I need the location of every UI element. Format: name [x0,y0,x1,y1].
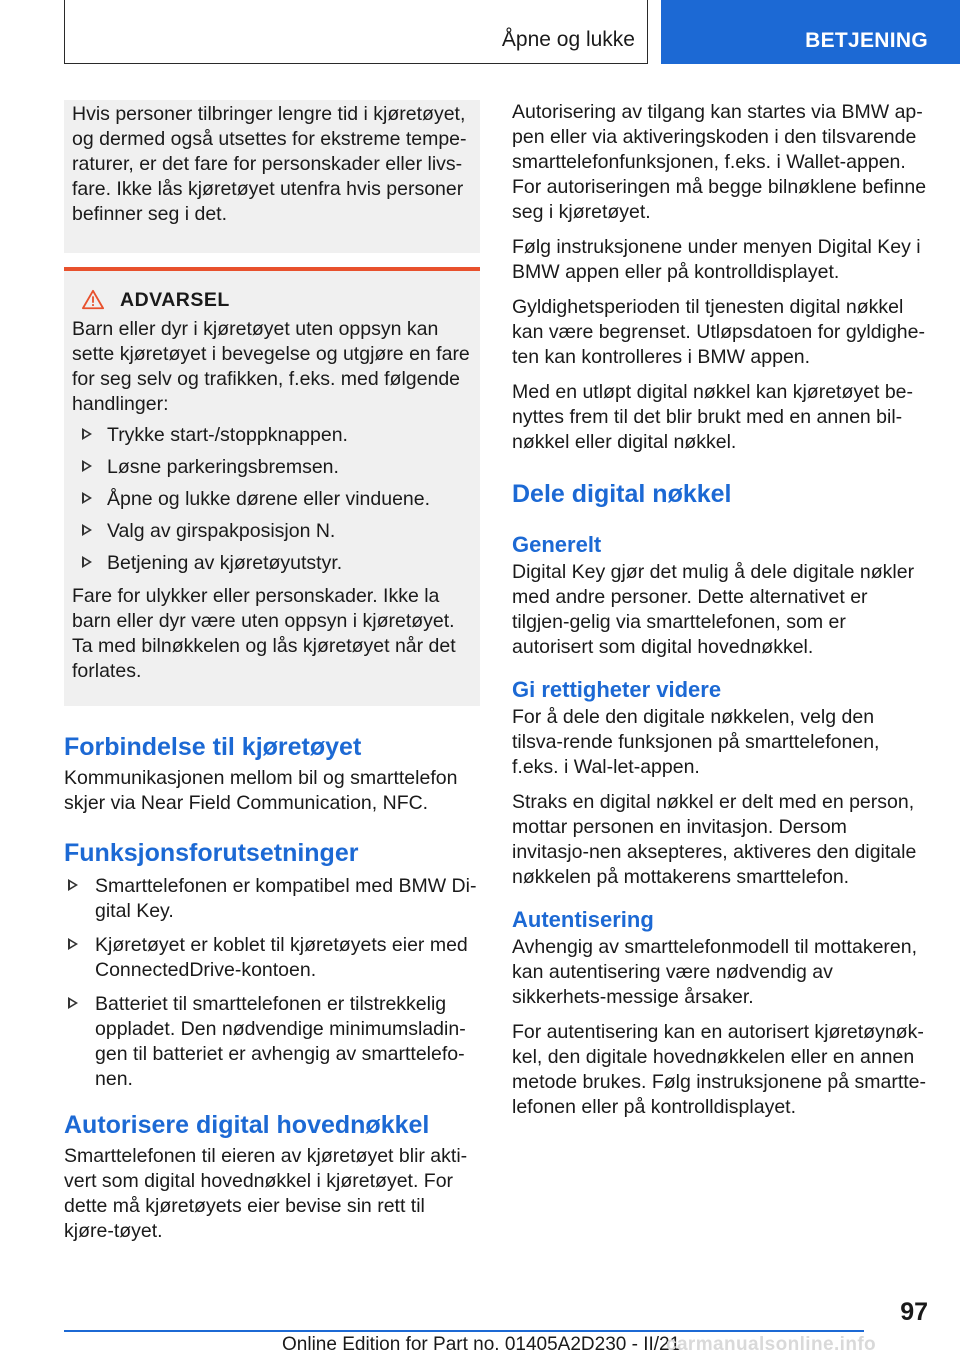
section-title: Åpne og lukke [501,28,635,51]
rights-text-1: For å dele den digitale nøkkelen, velg den tilsva-rende funksjonen på smarttelefonen, f.eks. i Wal-let-appen. [512,706,880,778]
authorize-text: Smarttelefonen til eieren av kjøretøyet blir akti-vert som digital hovednøkkel i kjøretøyet. For dette må kjøretøyets eier bevise sin rett til kjøre-tøyet. [64,1145,468,1242]
heading-rights: Gi rettigheter videre [512,677,722,702]
paragraph: Følg instruksjonene under menyen Digital Key i BMW appen eller på kontrolldisplayet. [512,236,921,283]
bullet-arrow-icon [82,524,92,536]
right-column [512,100,928,1120]
footer-divider [64,1330,864,1332]
auth-text-2: For autentisering kan en autorisert kjøretøynøk-kel, den digitale hovednøkkelen eller en annen metode brukes. Følg instruksjonene på smartte-lefonen eller på kontrolldisplayet. [512,1021,927,1118]
list-item: Åpne og lukke dørene eller vinduene. [72,487,472,512]
chapter-tab [661,0,960,64]
warning-list [72,423,472,576]
warning-outro: Fare for ulykker eller personskader. Ikke la barn eller dyr være uten oppsyn i kjøretøyet. Ta med bilnøkkelen og lås kjøretøyet når det forlates. [72,585,456,682]
warning-header [72,287,472,313]
warning-title: ADVARSEL [120,288,230,311]
list-item: Smarttelefonen er kompatibel med BMW Di-gital Key. [64,874,480,924]
bullet-arrow-icon [68,997,78,1009]
note-box [64,100,480,253]
list-item: Løsne parkeringsbremsen. [72,455,472,480]
bullet-arrow-icon [82,556,92,568]
auth-text-1: Avhengig av smarttelefonmodell til mottakeren, kan autentisering være nødvendig av sikkerhets-messige årsaker. [512,936,918,1008]
paragraph: Autorisering av tilgang kan startes via BMW ap-pen eller via aktiveringskoden i den tilsvarende smarttelefonfunksjonen, f.eks. i Wallet-appen. For autoriseringen må begge bilnøklene befinne seg i kjøretøyet. [512,101,927,223]
warning-box [64,267,480,706]
footer-watermark: carmanualsonline.info [666,1334,877,1355]
footer-edition: Online Edition for Part no. 01405A2D230 - II/21 [282,1334,681,1355]
rights-text-2: Straks en digital nøkkel er delt med en person, mottar personen en invitasjon. Dersom invitasjo-nen aksepteres, aktiveres den digitale nøkkelen på mottakerens smarttelefon. [512,791,917,888]
list-item: Valg av girspakposisjon N. [72,519,472,544]
heading-authentication: Autentisering [512,907,654,932]
bullet-arrow-icon [68,938,78,950]
left-column [64,100,480,1244]
heading-general: Generelt [512,532,602,557]
heading-authorize: Autorisere digital hovednøkkel [64,1111,430,1139]
bullet-arrow-icon [82,428,92,440]
bullet-arrow-icon [68,879,78,891]
list-item: Batteriet til smarttelefonen er tilstrekkelig oppladet. Den nødvendige minimumsladin-gen til batteriet er avhengig av smarttelefo-nen. [64,992,480,1092]
bullet-arrow-icon [82,492,92,504]
note-text: Hvis personer tilbringer lengre tid i kjøretøyet, og dermed også utsettes for ekstreme tempe-raturer, er det fare for personskader eller livs-fare. Ikke lås kjøretøyet utenfra hvis personer befinner seg i det. [72,103,467,225]
list-item: Trykke start-/stoppknappen. [72,423,472,448]
heading-requirements: Funksjonsforutsetninger [64,839,359,867]
list-item: Kjøretøyet er koblet til kjøretøyets eier med ConnectedDrive-kontoen. [64,933,480,983]
page-number: 97 [900,1298,928,1326]
chapter-tab-label: BETJENING [805,29,928,52]
warning-triangle-icon [82,289,104,311]
heading-share: Dele digital nøkkel [512,480,732,508]
general-text: Digital Key gjør det mulig å dele digitale nøkler med andre personer. Dette alternativet er tilgjen-gelig via smarttelefonen, som er autorisert som digital hovednøkkel. [512,561,915,658]
heading-connection: Forbindelse til kjøretøyet [64,733,362,761]
paragraph: Gyldighetsperioden til tjenesten digital nøkkel kan være begrenset. Utløpsdatoen for gyldighe-ten kan kontrolleres i BMW appen. [512,296,925,368]
bullet-arrow-icon [82,460,92,472]
connection-text: Kommunikasjonen mellom bil og smarttelefon skjer via Near Field Communication, NFC. [64,767,458,814]
list-item: Betjening av kjøretøyutstyr. [72,551,472,576]
paragraph: Med en utløpt digital nøkkel kan kjøretøyet be-nyttes frem til det blir brukt med en annen bil-nøkkel eller digital nøkkel. [512,381,913,453]
requirements-list [64,874,480,1092]
header-frame [64,0,648,64]
warning-intro: Barn eller dyr i kjøretøyet uten oppsyn kan sette kjøretøyet i bevegelse og utgjøre en fare for seg selv og trafikken, f.eks. med følgende handlinger: [72,318,470,415]
